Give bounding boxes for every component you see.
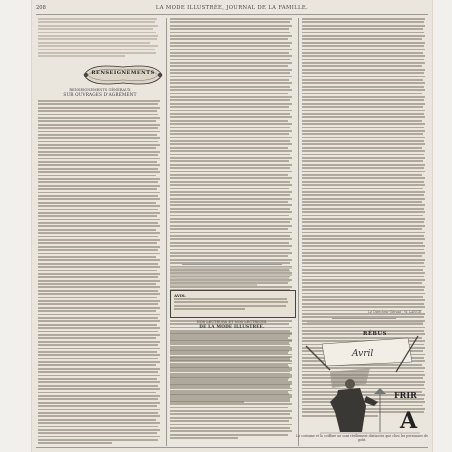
middle-column-bottom-text: [170, 332, 294, 441]
section-heading: SUR OUVRAGES D'AGRÉMENT: [63, 92, 137, 97]
signature-rule: [332, 318, 396, 319]
avis-notice-box: [170, 290, 296, 318]
letters-heading: [170, 320, 294, 329]
rebus-letter-a: A: [400, 408, 418, 434]
notice-heading: AVIS.: [174, 293, 186, 298]
imprint-line: [302, 321, 428, 324]
column-divider: [298, 18, 299, 446]
middle-column-small-print: [170, 267, 294, 287]
rebus-illustration: [300, 332, 430, 440]
left-column-top-text: [38, 18, 162, 59]
footer-rule: [36, 447, 428, 448]
journal-title: LA MODE ILLUSTRÉE, JOURNAL DE LA FAMILLE.: [155, 5, 309, 11]
left-column-heading: [38, 88, 162, 97]
left-column-body-text: [38, 100, 162, 446]
page-number: 208: [36, 5, 46, 11]
ornament-label: RENSEIGNEMENTS: [91, 70, 155, 76]
letters-heading-line2: DE LA MODE ILLUSTRÉE.: [199, 324, 265, 329]
page-header: [32, 4, 432, 14]
newspaper-page: [32, 0, 432, 452]
letters-heading-line1: NOS LECTEURS ET NOS LECTRICES.: [196, 320, 268, 324]
renseignements-ornament: [80, 63, 166, 87]
column-divider: [166, 18, 167, 446]
ornament-subtitle: RENSEIGNEMENTS GÉNÉRAUX: [69, 88, 131, 92]
section-separator: [182, 264, 282, 265]
rebus-word-frir: FRIR: [394, 390, 417, 400]
signature-block: [302, 310, 428, 314]
rebus-word-avril: Avril: [352, 349, 374, 359]
director-signature: Le Directeur-Gérant : W. LANGE.: [368, 310, 422, 314]
rebus-caption: Le costume et la coiffure ne sont réellement distinctes que chez les personnes de goût.: [296, 434, 428, 442]
rebus-title: RÉBUS: [363, 331, 387, 337]
header-rule: [36, 14, 428, 15]
